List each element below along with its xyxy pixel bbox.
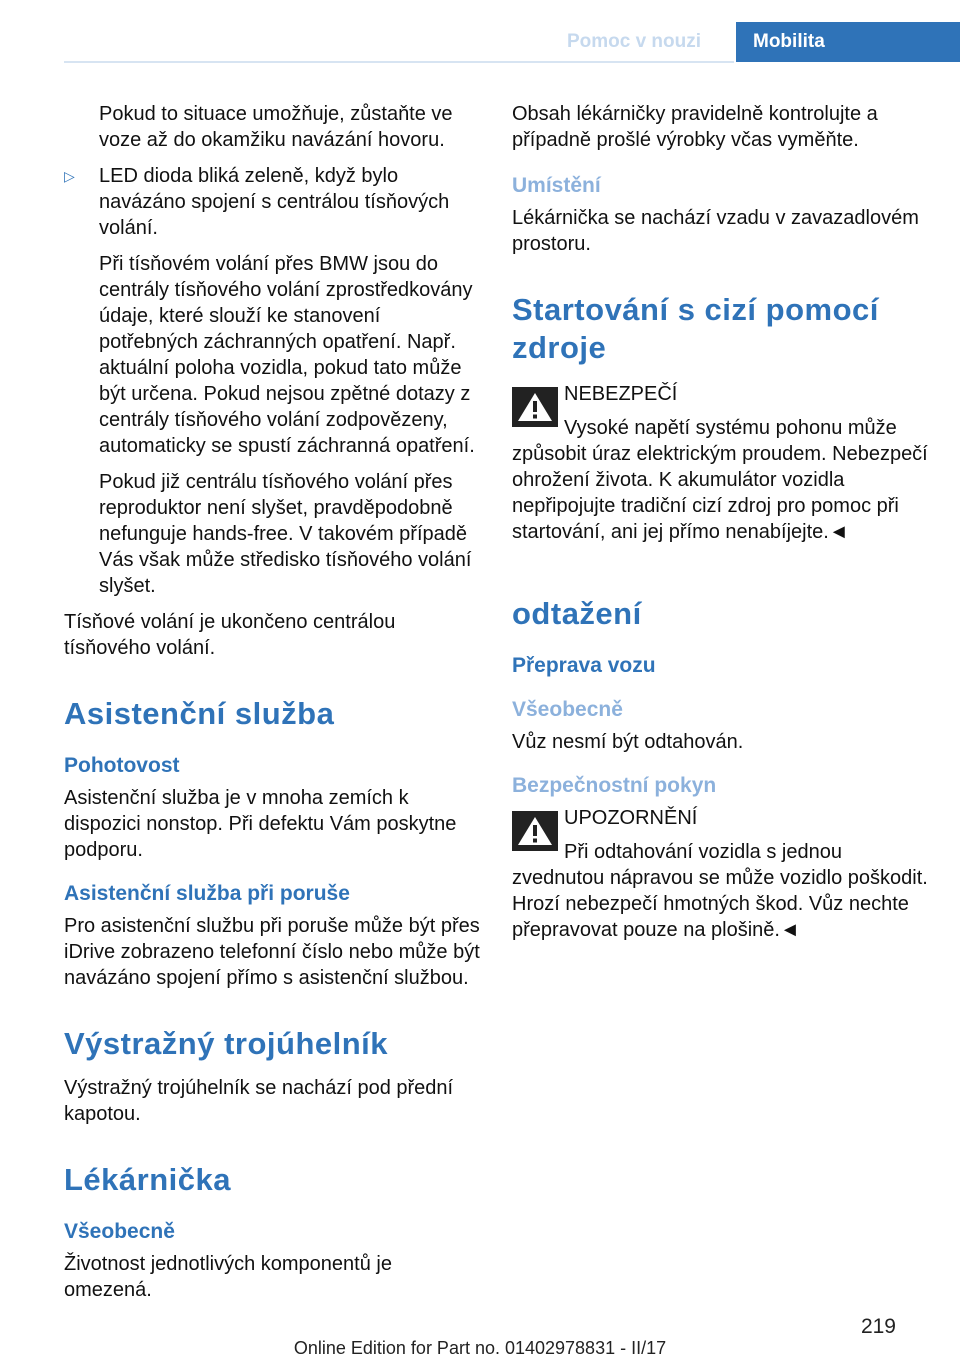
notice-title: UPOZORNĚNÍ: [564, 807, 698, 829]
edition-note: Online Edition for Part no. 01402978831 - II/17: [293, 1338, 667, 1358]
notice-text-body: Vysoké napětí systému pohonu může způsobit úraz elektrickým proudem. Nebezpečí ohrožení života. K akumulátor vozidla nepřipojujte tradiční cizí zdroj pro pomoc při startování, ani jej přímo nenabíjejte.◄: [512, 417, 928, 543]
section-heading: odtažení: [512, 596, 642, 631]
notice-text: [512, 415, 932, 545]
paragraph: Výstražný trojúhelník se nachází pod přední kapotou.: [64, 1077, 454, 1125]
subsection-heading: Bezpečnostní pokyn: [512, 774, 717, 797]
paragraph: Pokud již centrálu tísňového volání přes reproduktor není slyšet, pravděpodobně nefunguje hands-free. V takovém případě Vás však může středisko tísňového volání slyšet.: [99, 471, 472, 597]
section-heading: Startování s cizí pomocí zdroje: [512, 292, 879, 365]
caution-notice: [512, 805, 932, 943]
subsection-heading: Asistenční služba při poruše: [64, 882, 350, 905]
paragraph: Tísňové volání je ukončeno centrálou tísňového volání.: [64, 611, 396, 659]
right-column: [512, 101, 932, 953]
notice-text: [512, 839, 932, 943]
left-column: [64, 101, 482, 1313]
bullet-arrow-icon: ▷: [64, 168, 75, 184]
paragraph: Při tísňovém volání přes BMW jsou do centrály tísňového volání zprostředkovány údaje, které slouží ke stanovení potřebných záchranných opatření. Např. aktuální poloha vozidla, pokud tato může být určena. Pokud nejsou zpětné dotazy z centrály tísňového volání zodpovězeny, automaticky se spustí záchranná opatření.: [99, 253, 475, 457]
chapter-tab: Mobilita: [736, 22, 960, 62]
page-number: 219: [860, 1315, 896, 1338]
section-heading: Asistenční služba: [64, 696, 335, 731]
subsection-heading: Umístění: [512, 174, 601, 197]
subsection-heading: Všeobecně: [64, 1220, 175, 1243]
subsection-heading: Přeprava vozu: [512, 654, 656, 677]
warning-triangle-icon: [512, 387, 558, 427]
paragraph: Pokud to situace umožňuje, zůstaňte ve voze až do okamžiku navázání hovoru.: [99, 103, 453, 151]
section-heading: Lékárnička: [64, 1162, 231, 1197]
danger-notice: [512, 381, 932, 545]
paragraph: Asistenční služba je v mnoha zemích k dispozici nonstop. Při defektu Vám poskytne podporu.: [64, 787, 457, 861]
paragraph: Životnost jednotlivých komponentů je omezená.: [64, 1253, 392, 1301]
subsection-heading: Všeobecně: [512, 698, 623, 721]
subsection-heading: Pohotovost: [64, 754, 180, 777]
section-tab: Pomoc v nouzi: [566, 31, 702, 52]
paragraph: Obsah lékárničky pravidelně kontrolujte a případně prošlé výrobky včas vyměňte.: [512, 103, 878, 151]
paragraph: Lékárnička se nachází vzadu v zavazadlovém prostoru.: [512, 207, 919, 255]
warning-triangle-icon: [512, 811, 558, 851]
bullet-text: LED dioda bliká zeleně, když bylo navázáno spojení s centrálou tísňových volání.: [99, 165, 450, 239]
paragraph: Vůz nesmí být odtahován.: [512, 731, 744, 753]
header-rule: [64, 61, 734, 63]
paragraph: Pro asistenční službu při poruše může být přes iDrive zobrazeno telefonní číslo nebo může být navázáno spojení přímo s asistenční službou.: [64, 915, 480, 989]
section-heading: Výstražný trojúhelník: [64, 1026, 389, 1061]
bullet-item: [64, 163, 482, 241]
notice-text-body: Při odtahování vozidla s jednou zvednutou nápravou se může vozidlo poškodit. Hrozí nebezpečí hmotných škod. Vůz nechte přepravovat pouze na plošině.◄: [512, 841, 928, 941]
notice-title: NEBEZPEČÍ: [564, 383, 678, 405]
